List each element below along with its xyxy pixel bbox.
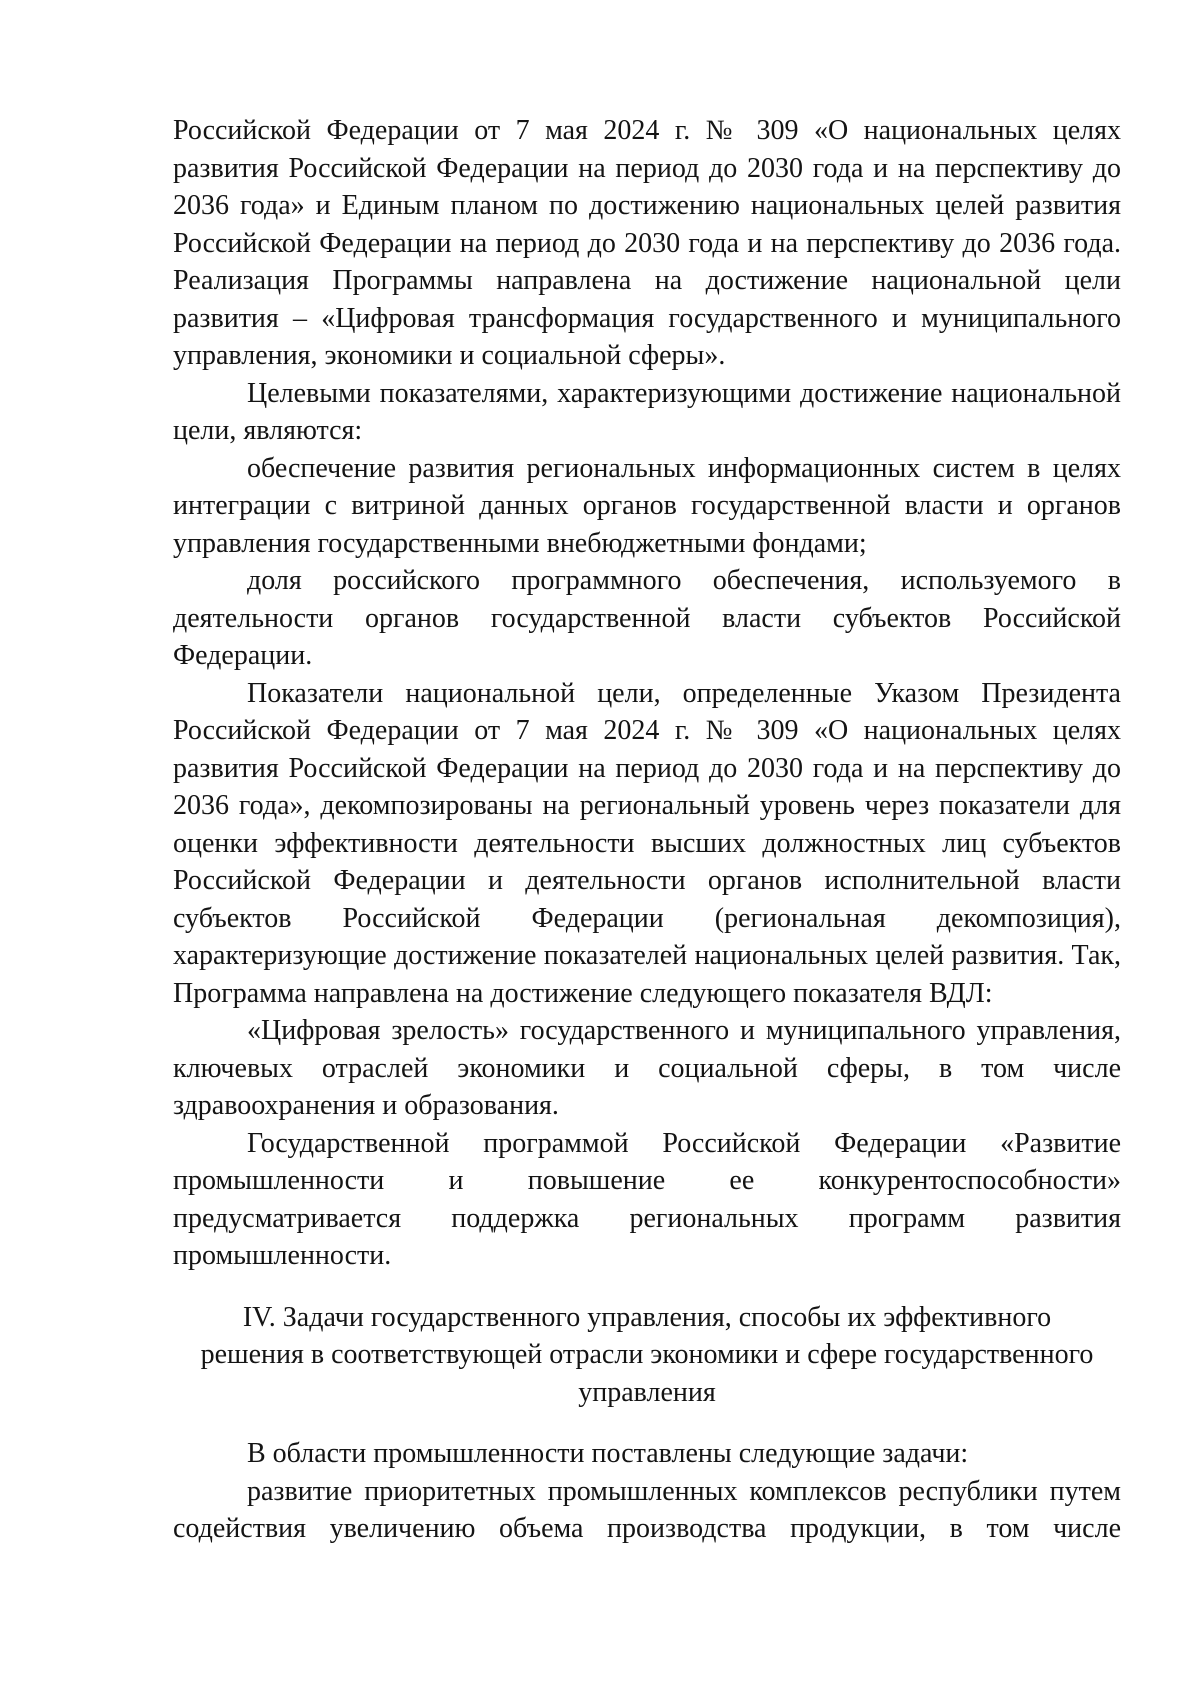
paragraph-digital-maturity: «Цифровая зрелость» государственного и муниципального управления, ключевых отраслей экономики и социальной сферы, в том числе здравоохранения и образования. — [173, 1015, 1121, 1121]
paragraph-industry-tasks: В области промышленности поставлены следующие задачи: — [247, 1438, 969, 1469]
section-heading — [173, 1299, 1121, 1412]
paragraph-target-indicators: Целевыми показателями, характеризующими достижение национальной цели, являются: — [173, 377, 1121, 446]
section-heading-line-1: IV. Задачи государственного управления, способы их эффективного — [242, 1301, 1052, 1333]
section-heading-line-3: управления — [578, 1376, 716, 1408]
section-heading-line-2: решения в соответствующей отрасли экономики и сфере государственного — [200, 1339, 1094, 1370]
paragraph-industry-program: Государственной программой Российской Федерации «Развитие промышленности и повышение ее конкурентоспособности» предусматривается поддержка региональных программ развития промышленности. — [173, 1127, 1121, 1271]
paragraph-russian-software-share: доля российского программного обеспечения, используемого в деятельности органов государственной власти субъектов Российской Федерации. — [173, 565, 1121, 671]
paragraph-regional-info-systems: обеспечение развития региональных информационных систем в целях интеграции с витриной данных органов государственной власти и органов управления государственными внебюджетными фондами; — [173, 452, 1121, 559]
paragraph-priority-complexes: развитие приоритетных промышленных комплексов республики путем содействия увеличению объема производства продукции, в том числе — [173, 1475, 1121, 1544]
paragraph-national-goal-indicators: Показатели национальной цели, определенные Указом Президента Российской Федерации от 7 мая 2024 г. № 309 «О национальных целях развития Российской Федерации на период до 2030 года и на перспективу до 2036 года», декомпозированы на региональный уровень через показатели для оценки эффективности деятельности высших должностных лиц субъектов Российской Федерации и деятельности органов исполнительной власти субъектов Российской Федерации (региональная декомпозиция), характеризующие достижение показателей национальных целей развития. Так, Программа направлена на достижение следующего показателя ВДЛ: — [173, 677, 1121, 1009]
paragraph-national-goals-intro: Российской Федерации от 7 мая 2024 г. № 309 «О национальных целях развития Российской Федерации на период до 2030 года и на перспективу до 2036 года» и Единым планом по достижению национальных целей развития Российской Федерации на период до 2030 года и на перспективу до 2036 года. Реализация Программы направлена на достижение национальной цели развития – «Цифровая трансформация государственного и муниципального управления, экономики и социальной сферы». — [173, 115, 1121, 371]
document-body — [173, 112, 1121, 1548]
